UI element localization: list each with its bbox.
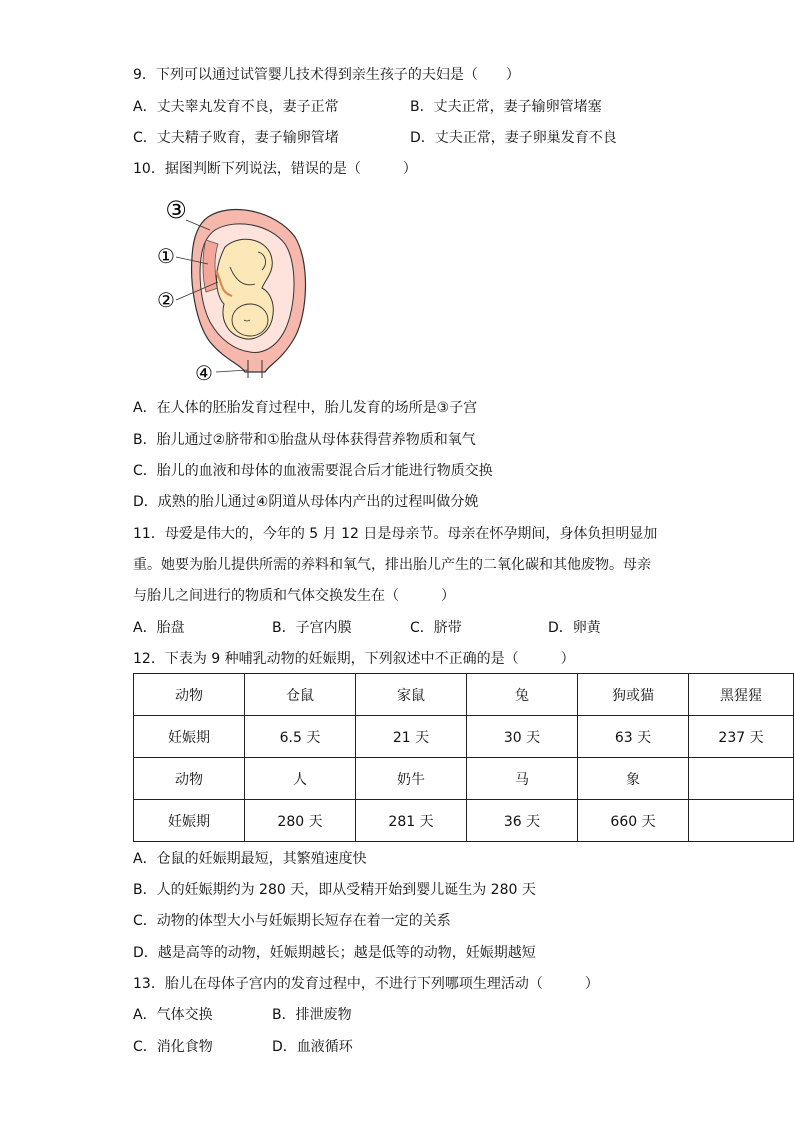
q13-option-a: A．气体交换	[133, 1007, 213, 1023]
leader-line-4	[216, 370, 248, 372]
table-cell: 660 天	[578, 800, 689, 842]
table-cell: 狗或猫	[578, 674, 689, 716]
q11-line-3: 与胎儿之间进行的物质和气体交换发生在（ ）	[133, 588, 455, 604]
figure-label-4: ④	[195, 361, 213, 385]
table-cell: 人	[245, 758, 356, 800]
q10-option-a: A．在人体的胚胎发育过程中，胎儿发育的场所是③子宫	[133, 400, 478, 416]
table-cell: 象	[578, 758, 689, 800]
table-cell: 280 天	[245, 800, 356, 842]
table-row	[134, 674, 794, 716]
table-cell: 马	[467, 758, 578, 800]
table-cell: 妊娠期	[134, 716, 245, 758]
q9-stem: 9．下列可以通过试管婴儿技术得到亲生孩子的夫妇是（ ）	[133, 67, 520, 83]
table-cell: 妊娠期	[134, 800, 245, 842]
q11-option-c: C．脐带	[410, 620, 462, 636]
q13-stem: 13．胎儿在母体子宫内的发育过程中，不进行下列哪项生理活动（ ）	[133, 976, 599, 992]
q12-option-c: C．动物的体型大小与妊娠期长短存在着一定的关系	[133, 913, 451, 929]
q10-option-c: C．胎儿的血液和母体的血液需要混合后才能进行物质交换	[133, 463, 493, 479]
q11-option-a: A．胎盘	[133, 620, 185, 636]
table-cell: 黑猩猩	[689, 674, 794, 716]
q10-option-b: B．胎儿通过②脐带和①胎盘从母体获得营养物质和氧气	[133, 432, 476, 448]
table-row	[134, 716, 794, 758]
table-cell	[689, 800, 794, 842]
figure-label-3: ③	[165, 196, 187, 224]
table-row	[134, 800, 794, 842]
q12-option-a: A．仓鼠的妊娠期最短，其繁殖速度快	[133, 851, 367, 867]
q9-option-c: C．丈夫精子败育，妻子输卵管堵	[133, 130, 339, 146]
figure-label-2: ②	[157, 288, 175, 312]
figure-label-1: ①	[157, 244, 175, 268]
q10-option-d: D．成熟的胎儿通过④阴道从母体内产出的过程叫做分娩	[133, 494, 479, 510]
table-row	[134, 758, 794, 800]
table-cell: 家鼠	[356, 674, 467, 716]
q12-option-d: D．越是高等的动物，妊娠期越长；越是低等的动物，妊娠期越短	[133, 945, 536, 961]
fetus-head	[232, 304, 268, 336]
q11-option-d: D．卵黄	[548, 620, 601, 636]
q12-option-b: B．人的妊娠期约为 280 天，即从受精开始到婴儿诞生为 280 天	[133, 882, 536, 898]
q9-option-d: D．丈夫正常，妻子卵巢发育不良	[410, 130, 617, 146]
table-cell: 30 天	[467, 716, 578, 758]
q13-option-b: B．排泄废物	[272, 1007, 352, 1023]
q11-option-b: B．子宫内膜	[272, 620, 352, 636]
table-cell: 兔	[467, 674, 578, 716]
table-cell: 6.5 天	[245, 716, 356, 758]
table-cell: 21 天	[356, 716, 467, 758]
gestation-table	[133, 673, 794, 842]
q11-line-1: 11．母爱是伟大的，今年的 5 月 12 日是母亲节。母亲在怀孕期间，身体负担明显加	[133, 526, 658, 542]
table-cell: 36 天	[467, 800, 578, 842]
table-cell: 动物	[134, 758, 245, 800]
q9-option-b: B．丈夫正常，妻子输卵管堵塞	[410, 99, 602, 115]
fetus-diagram	[150, 192, 310, 387]
table-cell: 仓鼠	[245, 674, 356, 716]
q10-stem: 10．据图判断下列说法，错误的是（ ）	[133, 161, 417, 177]
table-cell: 237 天	[689, 716, 794, 758]
fetus-in-uterus-figure	[150, 192, 310, 387]
table-cell	[689, 758, 794, 800]
table-cell: 281 天	[356, 800, 467, 842]
table-cell: 动物	[134, 674, 245, 716]
q13-option-c: C．消化食物	[133, 1039, 213, 1055]
q13-option-d: D．血液循环	[272, 1039, 353, 1055]
table-cell: 63 天	[578, 716, 689, 758]
table-cell: 奶牛	[356, 758, 467, 800]
q9-option-a: A．丈夫睾丸发育不良，妻子正常	[133, 99, 339, 115]
q11-line-2: 重。她要为胎儿提供所需的养料和氧气，排出胎儿产生的二氧化碳和其他废物。母亲	[133, 557, 651, 573]
q12-stem: 12．下表为 9 种哺乳动物的妊娠期，下列叙述中不正确的是（ ）	[133, 651, 575, 667]
